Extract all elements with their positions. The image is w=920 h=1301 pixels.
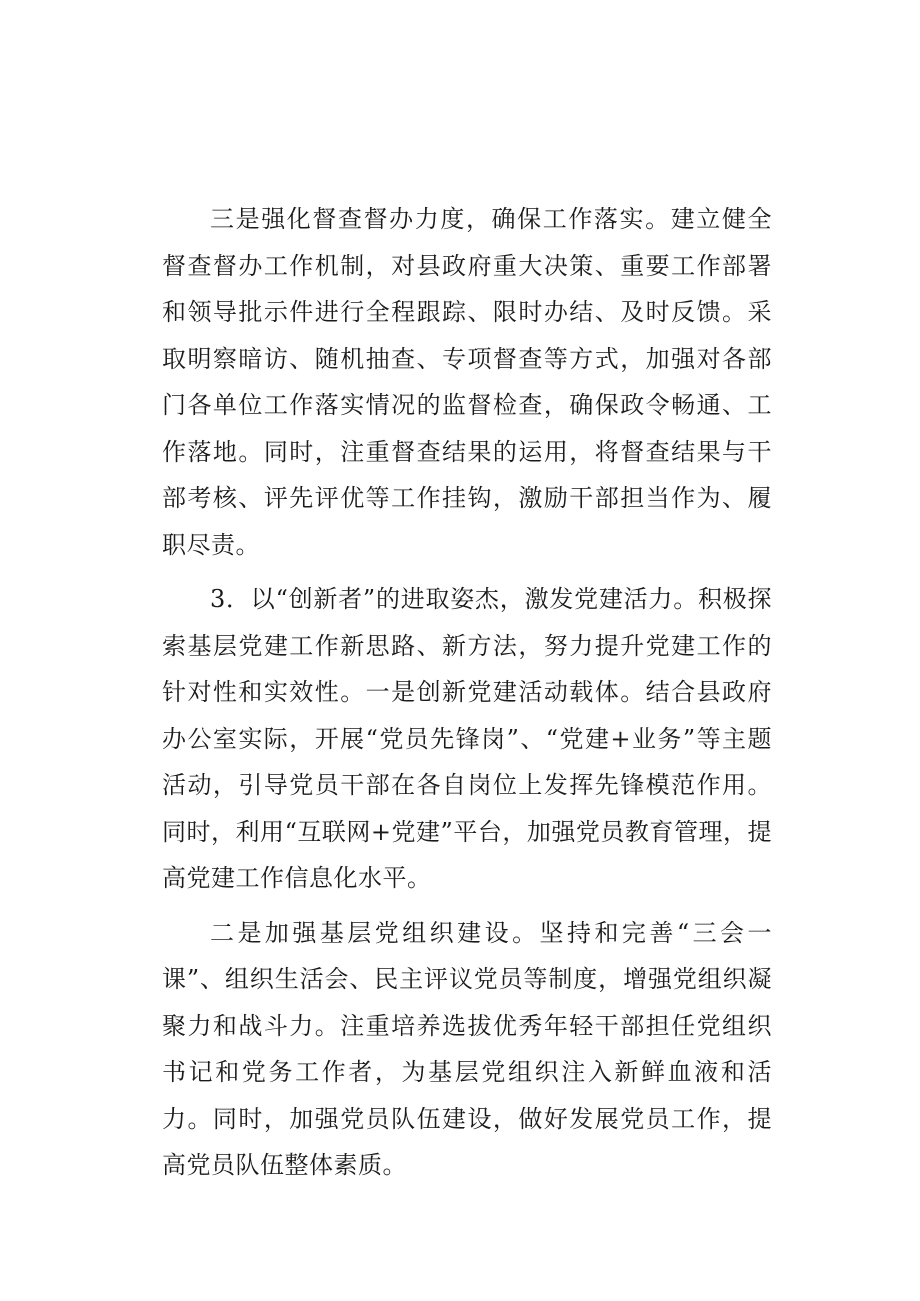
paragraph-supervision: 三是强化督查督办力度，确保工作落实。建立健全督查督办工作机制，对县政府重大决策、重要工作部署和领导批示件进行全程跟踪、限时办结、及时反馈。采取明察暗访、随机抽查、专项督查等方式，加强对各部门各单位工作落实情况的监督检查，确保政令畅通、工作落地。同时，注重督查结果的运用，将督查结果与干部考核、评先评优等工作挂钩，激励干部担当作为、履职尽责。 — [162, 205, 772, 559]
document-body — [162, 196, 772, 1197]
paragraph-innovation: 3．以“创新者”的进取姿杰，激发党建活力。积极探索基层党建工作新思路、新方法，努力提升党建工作的针对性和实效性。一是创新党建活动载体。结合县政府办公室实际，开展“党员先锋岗”、“党建+业务”等主题活动，引导党员干部在各自岗位上发挥先锋模范作用。同时，利用“互联网+党建”平台，加强党员教育管理，提高党建工作信息化水平。 — [162, 585, 772, 892]
paragraph-organization: 二是加强基层党组织建设。坚持和完善“三会一课”、组织生活会、民主评议党员等制度，增强党组织凝聚力和战斗力。注重培养选拔优秀年轻干部担任党组织书记和党务工作者，为基层党组织注入新鲜血液和活力。同时，加强党员队伍建设，做好发展党员工作，提高党员队伍整体素质。 — [162, 918, 772, 1179]
